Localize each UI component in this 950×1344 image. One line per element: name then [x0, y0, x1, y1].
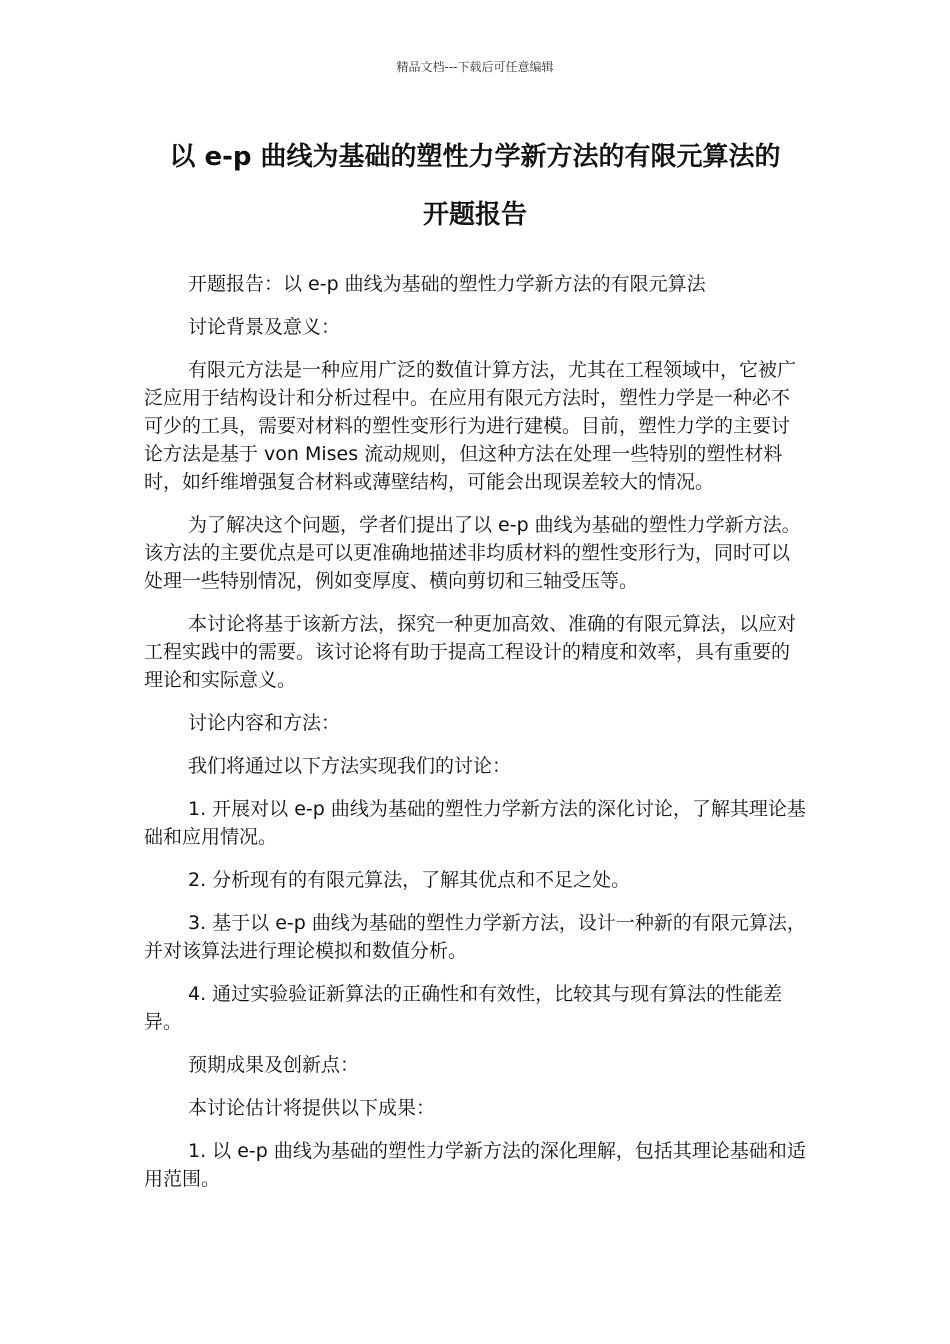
section-heading-content-method: 讨论内容和方法：: [188, 712, 341, 734]
list-item: 2. 分析现有的有限元算法，了解其优点和不足之处。: [188, 869, 631, 891]
paragraph: 我们将通过以下方法实现我们的讨论：: [188, 755, 512, 777]
paragraph: 有限元方法是一种应用广泛的数值计算方法，尤其在工程领域中，它被广泛应用于结构设计和分析过程中。在应用有限元方法时，塑性力学是一种必不可少的工具，需要对材料的塑性变形行为进行建模。目前，塑性力学的主要讨论方法是基于 von Mises 流动规则，但这种方法在处理一些特别的塑性材料时，如纤维增强复合材料或薄壁结构，可能会出现误差较大的情况。: [144, 359, 797, 493]
document-body: [144, 270, 806, 1208]
paragraph-report-heading: 开题报告：以 e-p 曲线为基础的塑性力学新方法的有限元算法: [188, 273, 706, 295]
document-title: [130, 128, 820, 244]
paragraph: 本讨论将基于该新方法，探究一种更加高效、准确的有限元算法，以应对工程实践中的需要。该讨论将有助于提高工程设计的精度和效率，具有重要的理论和实际意义。: [144, 613, 797, 691]
paragraph: 本讨论估计将提供以下成果：: [188, 1097, 436, 1119]
list-item: 1. 以 e-p 曲线为基础的塑性力学新方法的深化理解，包括其理论基础和适用范围。: [144, 1140, 806, 1190]
list-item: 4. 通过实验验证新算法的正确性和有效性，比较其与现有算法的性能差异。: [144, 983, 783, 1033]
title-line-1: 以 e-p 曲线为基础的塑性力学新方法的有限元算法的: [169, 142, 781, 172]
list-item: 3. 基于以 e-p 曲线为基础的塑性力学新方法，设计一种新的有限元算法，并对该算法进行理论模拟和数值分析。: [144, 912, 806, 962]
header-note: 精品文档---下载后可任意编辑: [396, 60, 554, 74]
section-heading-background: 讨论背景及意义：: [188, 316, 341, 338]
list-item: 1. 开展对以 e-p 曲线为基础的塑性力学新方法的深化讨论，了解其理论基础和应用情况。: [144, 798, 806, 848]
section-heading-expected-results: 预期成果及创新点：: [188, 1054, 360, 1076]
title-line-2: 开题报告: [422, 200, 527, 230]
paragraph: 为了解决这个问题，学者们提出了以 e-p 曲线为基础的塑性力学新方法。该方法的主要优点是可以更准确地描述非均质材料的塑性变形行为，同时可以处理一些特别情况，例如变厚度、横向剪切和三轴受压等。: [144, 514, 801, 592]
